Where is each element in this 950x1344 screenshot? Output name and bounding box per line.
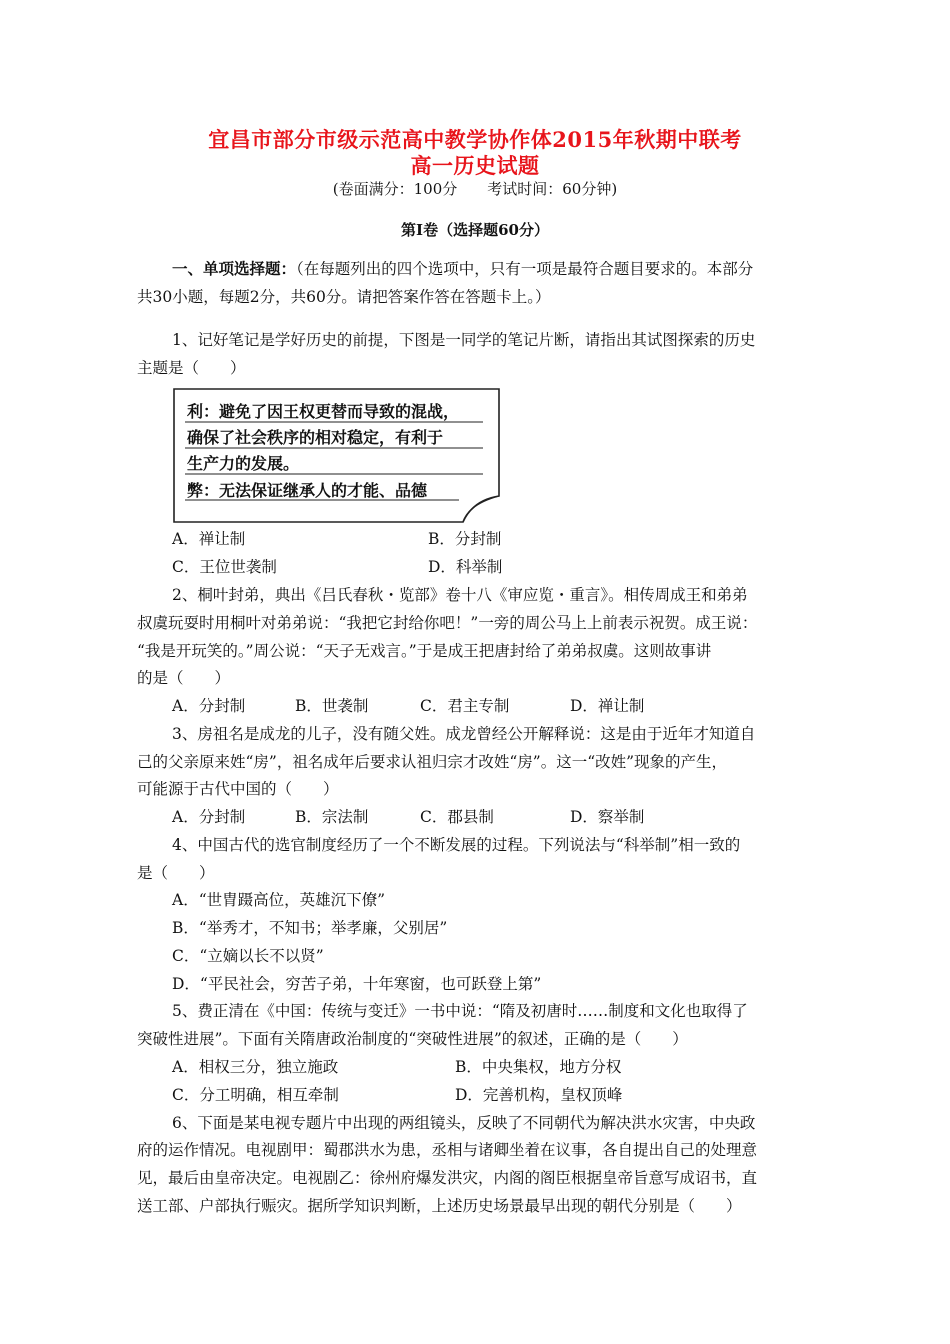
q4-option-b: B．“举秀才，不知书；举孝廉，父别居” — [172, 919, 448, 937]
q5-stem-1: 5、费正清在《中国：传统与变迁》一书中说：“隋及初唐时……制度和文化也取得了 — [172, 1002, 748, 1020]
q1-option-b: B．分封制 — [428, 530, 502, 548]
q1-option-c: C．王位世袭制 — [172, 558, 277, 576]
q1-option-d: D．科举制 — [428, 558, 503, 576]
q2-option-b: B．世袭制 — [295, 697, 369, 715]
q4-stem-2: 是（ ） — [137, 864, 215, 882]
q4-option-a: A．“世胄蹑高位，英雄沉下僚” — [172, 891, 386, 909]
q2-stem-1: 2、桐叶封弟，典出《吕氏春秋・览部》卷十八《审应览・重言》。相传周成王和弟弟 — [172, 586, 748, 604]
q3-stem-2: 己的父亲原来姓“房”，祖名成年后要求认祖归宗才改姓“房”。这一“改姓”现象的产生， — [137, 753, 728, 771]
intro-line-1 — [172, 257, 753, 279]
note-card — [173, 388, 501, 524]
note-line-4: 弊：无法保证继承人的才能、品德 — [187, 481, 428, 500]
intro-line-2: 共30小题，每题2分，共60分。请把答案作答在答题卡上。） — [137, 288, 551, 306]
intro-label: 一、单项选择题： — [172, 259, 297, 278]
q2-stem-4: 的是（ ） — [137, 669, 231, 687]
note-line-1: 利：避免了因王权更替而导致的混战， — [187, 402, 460, 421]
q4-option-d: D．“平民社会，穷苦子弟，十年寒窗，也可跃登上第” — [172, 975, 542, 993]
q5-option-b: B．中央集权，地方分权 — [455, 1058, 622, 1076]
q5-stem-2: 突破性进展”。下面有关隋唐政治制度的“突破性进展”的叙述，正确的是（ ） — [137, 1030, 688, 1048]
exam-title: 宜昌市部分市级示范高中教学协作体2015年秋期中联考 — [208, 127, 742, 152]
section-heading: 第Ⅰ卷（选择题60分） — [401, 221, 549, 239]
q3-option-d: D．察举制 — [570, 808, 645, 826]
q4-stem-1: 4、中国古代的选官制度经历了一个不断发展的过程。下列说法与“科举制”相一致的 — [172, 836, 741, 854]
q3-option-a: A．分封制 — [172, 808, 246, 826]
exam-subtitle: 高一历史试题 — [410, 153, 540, 178]
q1-stem-2: 主题是（ ） — [137, 359, 246, 377]
note-line-3: 生产力的发展。 — [187, 454, 300, 473]
intro-text: （在每题列出的四个选项中，只有一项是最符合题目要求的。本部分 — [296, 260, 754, 278]
q3-option-c: C．郡县制 — [420, 808, 494, 826]
q6-stem-2: 府的运作情况。电视剧甲：蜀郡洪水为患，丞相与诸卿坐着在议事，各自提出自己的处理意 — [137, 1141, 758, 1159]
q5-option-d: D．完善机构，皇权顶峰 — [455, 1086, 623, 1104]
q5-option-a: A．相权三分，独立施政 — [172, 1058, 339, 1076]
q1-option-a: A．禅让制 — [172, 530, 246, 548]
q2-option-d: D．禅让制 — [570, 697, 645, 715]
note-line-2: 确保了社会秩序的相对稳定，有利于 — [187, 428, 444, 447]
q5-option-c: C．分工明确，相互牵制 — [172, 1086, 339, 1104]
q6-stem-4: 送工部、户部执行赈灾。据所学知识判断，上述历史场景最早出现的朝代分别是（ ） — [137, 1197, 742, 1215]
q4-option-c: C．“立嫡以长不以贤” — [172, 947, 324, 965]
q2-option-c: C．君主专制 — [420, 697, 510, 715]
q2-option-a: A．分封制 — [172, 697, 246, 715]
q3-stem-1: 3、房祖名是成龙的儿子，没有随父姓。成龙曾经公开解释说：这是由于近年才知道自 — [172, 725, 756, 743]
q6-stem-3: 见，最后由皇帝决定。电视剧乙：徐州府爆发洪灾，内阁的阁臣根据皇帝旨意写成诏书，直 — [137, 1169, 758, 1187]
q2-stem-3: “我是开玩笑的。”周公说：“天子无戏言。”于是成王把唐封给了弟弟叔虞。这则故事讲 — [137, 642, 712, 660]
q1-stem-1: 1、记好笔记是学好历史的前提，下图是一同学的笔记片断，请指出其试图探索的历史 — [172, 331, 756, 349]
q2-stem-2: 叔虞玩耍时用桐叶对弟弟说：“我把它封给你吧！”一旁的周公马上上前表示祝贺。成王说： — [137, 614, 758, 632]
exam-info: (卷面满分：100分 考试时间：60分钟) — [332, 180, 618, 198]
q3-stem-3: 可能源于古代中国的（ ） — [137, 780, 339, 798]
q3-option-b: B．宗法制 — [295, 808, 369, 826]
q6-stem-1: 6、下面是某电视专题片中出现的两组镜头，反映了不同朝代为解决洪水灾害，中央政 — [172, 1114, 756, 1132]
